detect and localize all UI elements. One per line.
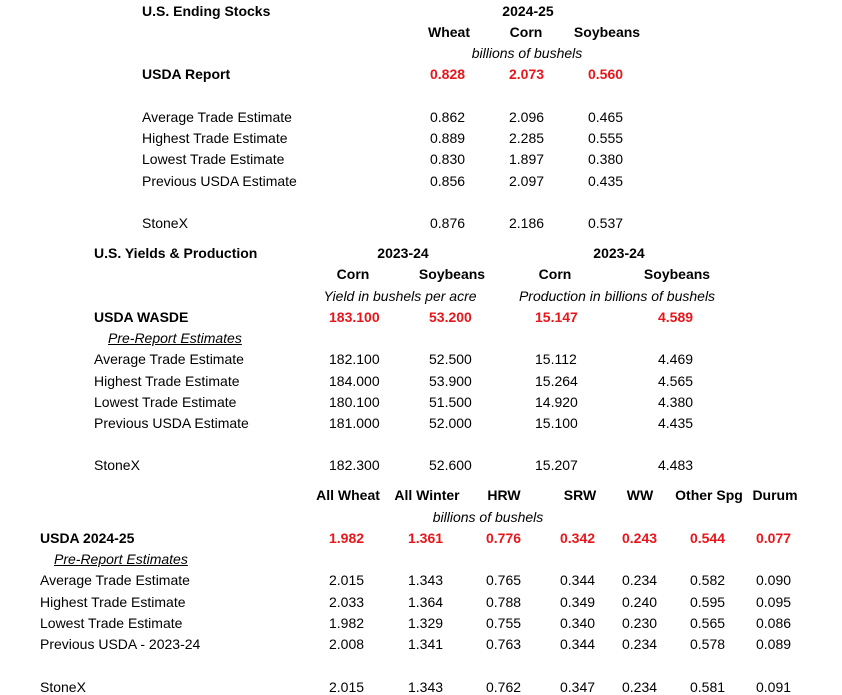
row-label: Lowest Trade Estimate — [94, 394, 237, 410]
cell-value: 0.856 — [430, 173, 466, 189]
usda-2024-25-label: USDA 2024-25 — [40, 530, 135, 546]
cell-value: 1.343 — [408, 679, 444, 695]
units-label: billions of bushels — [432, 509, 544, 525]
usda-value-all-wheat: 1.982 — [329, 530, 365, 546]
column-header-soybeans: Soybeans — [573, 24, 641, 40]
cell-value: 0.340 — [560, 615, 596, 631]
row-label: Highest Trade Estimate — [94, 373, 240, 389]
cell-value: 180.100 — [329, 394, 380, 410]
usda-value-corn: 2.073 — [509, 66, 545, 82]
usda-value-yield-corn: 183.100 — [329, 309, 380, 325]
cell-value: 0.565 — [690, 615, 726, 631]
usda-value-production-soybeans: 4.589 — [658, 309, 694, 325]
row-label: Previous USDA Estimate — [94, 415, 249, 431]
cell-value: 0.240 — [622, 594, 658, 610]
cell-value: 182.100 — [329, 351, 380, 367]
usda-report-label: USDA Report — [142, 66, 231, 82]
cell-value: 2.097 — [509, 173, 545, 189]
usda-value-durum: 0.077 — [756, 530, 792, 546]
units-label: billions of bushels — [471, 45, 583, 61]
row-label: StoneX — [40, 679, 86, 695]
column-header-ww: WW — [626, 487, 654, 503]
cell-value: 184.000 — [329, 373, 380, 389]
column-header-yield-soybeans: Soybeans — [418, 266, 486, 282]
cell-value: 0.465 — [588, 109, 624, 125]
column-header-srw: SRW — [563, 487, 597, 503]
cell-value: 2.015 — [329, 679, 365, 695]
cell-value: 4.380 — [658, 394, 694, 410]
cell-value: 0.578 — [690, 636, 726, 652]
row-label: Previous USDA Estimate — [142, 173, 297, 189]
cell-value: 1.364 — [408, 594, 444, 610]
column-header-other-spg: Other Spg — [675, 487, 743, 503]
cell-value: 0.086 — [756, 615, 792, 631]
usda-value-soybeans: 0.560 — [588, 66, 624, 82]
section-title: U.S. Ending Stocks — [142, 3, 271, 19]
yield-units-label: Yield in bushels per acre — [323, 288, 477, 304]
row-label: Highest Trade Estimate — [142, 130, 288, 146]
cell-value: 0.089 — [756, 636, 792, 652]
cell-value: 2.008 — [329, 636, 365, 652]
column-header-all-wheat: All Wheat — [316, 487, 380, 503]
row-label: Average Trade Estimate — [40, 572, 190, 588]
cell-value: 14.920 — [535, 394, 578, 410]
cell-value: 0.349 — [560, 594, 596, 610]
column-header-all-winter: All Winter — [394, 487, 460, 503]
cell-value: 0.876 — [430, 215, 466, 231]
cell-value: 0.862 — [430, 109, 466, 125]
cell-value: 182.300 — [329, 457, 380, 473]
cell-value: 0.595 — [690, 594, 726, 610]
production-units-label: Production in billions of bushels — [518, 288, 716, 304]
cell-value: 0.234 — [622, 572, 658, 588]
cell-value: 15.207 — [535, 457, 578, 473]
cell-value: 0.091 — [756, 679, 792, 695]
cell-value: 0.095 — [756, 594, 792, 610]
cell-value: 0.344 — [560, 572, 596, 588]
cell-value: 181.000 — [329, 415, 380, 431]
cell-value: 2.096 — [509, 109, 545, 125]
usda-value-hrw: 0.776 — [486, 530, 522, 546]
cell-value: 0.762 — [486, 679, 522, 695]
cell-value: 2.186 — [509, 215, 545, 231]
cell-value: 15.100 — [535, 415, 578, 431]
usda-wasde-label: USDA WASDE — [94, 309, 189, 325]
production-year: 2023-24 — [593, 245, 645, 261]
yield-year: 2023-24 — [377, 245, 429, 261]
cell-value: 1.329 — [408, 615, 444, 631]
cell-value: 51.500 — [429, 394, 472, 410]
cell-value: 0.788 — [486, 594, 522, 610]
cell-value: 0.765 — [486, 572, 522, 588]
section-title: U.S. Yields & Production — [94, 245, 258, 261]
cell-value: 0.234 — [622, 679, 658, 695]
cell-value: 0.435 — [588, 173, 624, 189]
cell-value: 0.581 — [690, 679, 726, 695]
row-label: StoneX — [142, 215, 188, 231]
cell-value: 0.234 — [622, 636, 658, 652]
cell-value: 52.000 — [429, 415, 472, 431]
usda-value-wheat: 0.828 — [430, 66, 466, 82]
cell-value: 0.830 — [430, 151, 466, 167]
cell-value: 1.341 — [408, 636, 444, 652]
cell-value: 0.763 — [486, 636, 522, 652]
usda-value-production-corn: 15.147 — [535, 309, 578, 325]
row-label: Lowest Trade Estimate — [142, 151, 285, 167]
row-label: Highest Trade Estimate — [40, 594, 186, 610]
cell-value: 4.483 — [658, 457, 694, 473]
cell-value: 0.344 — [560, 636, 596, 652]
cell-value: 0.555 — [588, 130, 624, 146]
cell-value: 15.112 — [535, 351, 577, 367]
column-header-yield-corn: Corn — [336, 266, 370, 282]
row-label: Previous USDA - 2023-24 — [40, 636, 201, 652]
cell-value: 15.264 — [535, 373, 578, 389]
usda-value-yield-soybeans: 53.200 — [429, 309, 472, 325]
usda-value-ww: 0.243 — [622, 530, 658, 546]
usda-value-all-winter: 1.361 — [408, 530, 444, 546]
column-header-production-corn: Corn — [538, 266, 572, 282]
cell-value: 0.380 — [588, 151, 624, 167]
cell-value: 0.889 — [430, 130, 466, 146]
cell-value: 52.600 — [429, 457, 472, 473]
cell-value: 53.900 — [429, 373, 472, 389]
cell-value: 0.582 — [690, 572, 726, 588]
cell-value: 2.285 — [509, 130, 545, 146]
column-header-wheat: Wheat — [428, 24, 470, 40]
cell-value: 2.015 — [329, 572, 365, 588]
column-header-production-soybeans: Soybeans — [643, 266, 711, 282]
cell-value: 2.033 — [329, 594, 365, 610]
cell-value: 0.090 — [756, 572, 792, 588]
column-header-durum: Durum — [752, 487, 798, 503]
cell-value: 0.755 — [486, 615, 522, 631]
usda-value-srw: 0.342 — [560, 530, 596, 546]
pre-report-estimates-label: Pre-Report Estimates — [108, 330, 242, 346]
cell-value: 52.500 — [429, 351, 472, 367]
cell-value: 4.565 — [658, 373, 694, 389]
row-label: Lowest Trade Estimate — [40, 615, 183, 631]
row-label: Average Trade Estimate — [94, 351, 244, 367]
row-label: StoneX — [94, 457, 140, 473]
cell-value: 4.469 — [658, 351, 694, 367]
cell-value: 0.537 — [588, 215, 624, 231]
cell-value: 1.897 — [509, 151, 545, 167]
usda-value-other-spg: 0.544 — [690, 530, 726, 546]
cell-value: 4.435 — [658, 415, 694, 431]
pre-report-estimates-label: Pre-Report Estimates — [54, 551, 188, 567]
row-label: Average Trade Estimate — [142, 109, 292, 125]
column-header-corn: Corn — [509, 24, 543, 40]
marketing-year: 2024-25 — [502, 3, 554, 19]
cell-value: 1.982 — [329, 615, 365, 631]
cell-value: 0.230 — [622, 615, 658, 631]
cell-value: 0.347 — [560, 679, 596, 695]
column-header-hrw: HRW — [487, 487, 521, 503]
cell-value: 1.343 — [408, 572, 444, 588]
